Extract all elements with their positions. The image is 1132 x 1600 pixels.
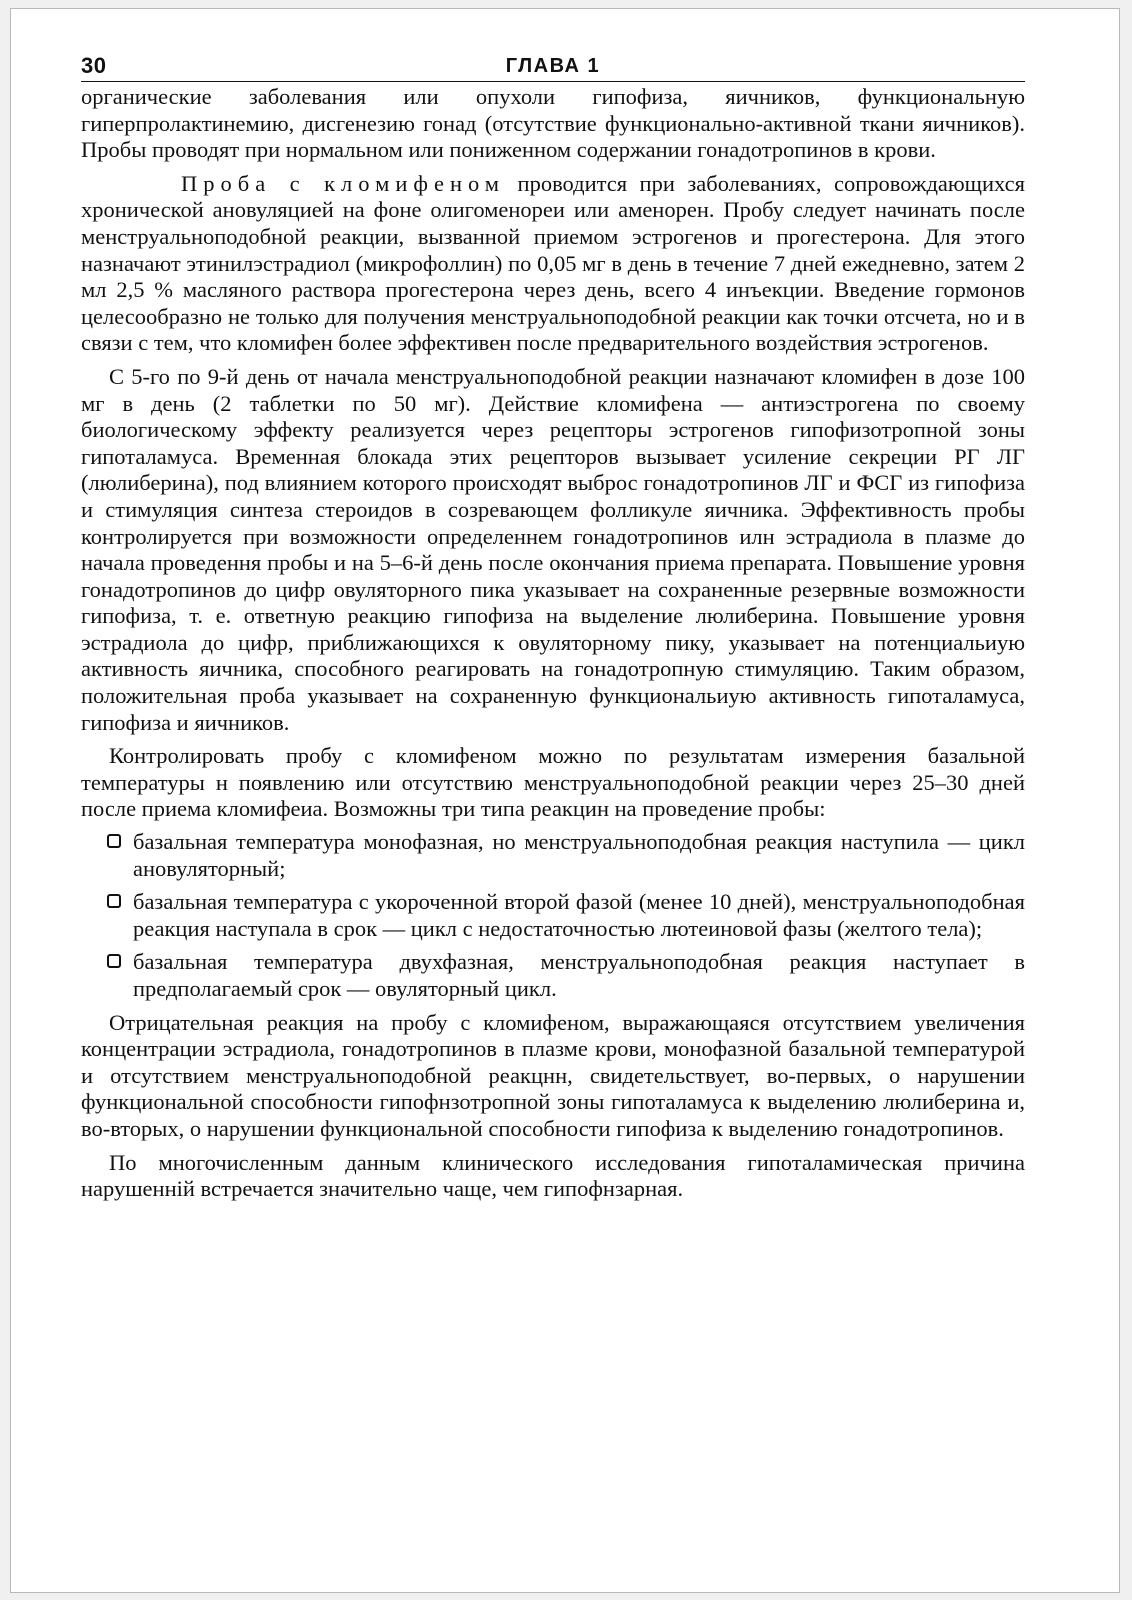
list-item-text: базальная температура с укороченной второй фазой (менее 10 дней), менструальноподобная реакция наступала в срок — цикл с недостаточностью лютеиновой фазы (желтого тела);	[133, 889, 1025, 941]
paragraph-clomiphene-test	[81, 171, 1025, 357]
paragraph-control: Контролировать пробу с кломифеном можно по результатам измерения базальной температуры н появлению или отсутствию менструальноподобной реакции через 25–30 дней после приема кломифеиа. Возможны три типа реакцин на проведение пробы:	[81, 743, 1025, 822]
list-item-text: базальная температура монофазная, но менструальноподобная реакция наступила — цикл ановуляторный;	[133, 829, 1025, 881]
paragraph-continued: органические заболевания или опухоли гипофиза, яичников, функциональную гиперпролактинемию, дисгенезию гонад (отсутствие функционально-активной ткани яичников). Пробы проводят при нормальном или пониженном содержании гонадотропинов в крови.	[81, 84, 1025, 163]
paragraph-conclusion: По многочисленным данным клинического исследования гипоталамическая причина нарушенній встречается значительно чаще, чем гипофнзарная.	[81, 1149, 1025, 1202]
page-content	[81, 51, 1025, 1203]
list-item	[81, 949, 1025, 1002]
running-header	[81, 51, 1025, 82]
checkbox-bullet-icon	[107, 894, 121, 908]
term-clomiphene-test: Проба с кломифеном	[181, 170, 506, 196]
checkbox-bullet-icon	[107, 834, 121, 848]
paragraph-dosage: С 5-го по 9-й день от начала менструальноподобной реакции назначают кломифен в дозе 100 мг в день (2 таблетки по 50 мг). Действие кломифена — антиэстрогена по своему биологическому эффекту реализуется через рецепторы эстрогенов гипофизотропной зоны гипоталамуса. Временная блокада этих рецепторов вызывает усиление секреции РГ ЛГ (люлиберина), под влиянием которого происходят выброс гонадотропинов ЛГ и ФСГ из гипофиза и стимуляция синтеза стероидов в созревающем фолликуле яичника. Эффективность пробы контролируется при возможности определеннем гонадотропинов илн эстрадиола в плазме до начала проведення пробы и на 5–6-й день после окончания приема препарата. Повышение уровня гонадотропинов до цифр овуляторного пика указывает на сохраненные резервные возможности гипофиза, т. е. ответную реакцию гипофиза на выделение люлиберина. Повышение уровня эстрадиола до цифр, приближающихся к овуляторному пику, указывает на потенциальиую активность яичника, способного реагировать на гонадотропную стимуляцию. Таким образом, положительная проба указывает на сохраненную функциональиую активность гипоталамуса, гипофиза и яичников.	[81, 363, 1025, 735]
book-page	[10, 8, 1120, 1593]
list-item	[81, 829, 1025, 882]
paragraph-clomiphene-test-text: проводится при заболеваниях, сопровождающихся хронической ановуляцией на фоне олигоменореи или аменорен. Пробу следует начинать после менструальноподобной реакции, вызванной приемом эстрогенов и прогестерона. Для этого назначают этинилэстрадиол (микрофоллин) по 0,05 мг в день в течение 7 дней ежедневно, затем 2 мл 2,5 % масляного раствора прогестерона через день, всего 4 инъекции. Введение гормонов целесообразно не только для получения менструальноподобной реакции как точки отсчета, но и в связи с тем, что кломифен более эффективен после предварительного воздействия эстрогенов.	[81, 170, 1025, 356]
reaction-types-list	[81, 829, 1025, 1003]
list-item	[81, 889, 1025, 942]
checkbox-bullet-icon	[107, 954, 121, 968]
list-item-text: базальная температура двухфазная, менструальноподобная реакция наступает в предполагаемый срок — овуляторный цикл.	[133, 949, 1025, 1001]
page-number: 30	[81, 53, 107, 79]
chapter-title: ГЛАВА 1	[505, 55, 601, 78]
paragraph-negative-reaction: Отрицательная реакция на пробу с кломифеном, выражающаяся отсутствием увеличения концентрации эстрадиола, гонадотропинов в плазме крови, монофазной базальной температурой и отсутствием менструальноподобной реакцнн, свидетельствует, во-первых, о нарушении функциональной способности гипофнзотропной зоны гипоталамуса к выделению люлиберина и, во-вторых, о нарушении функциональной способности гипофиза к выделению гонадотропинов.	[81, 1009, 1025, 1141]
